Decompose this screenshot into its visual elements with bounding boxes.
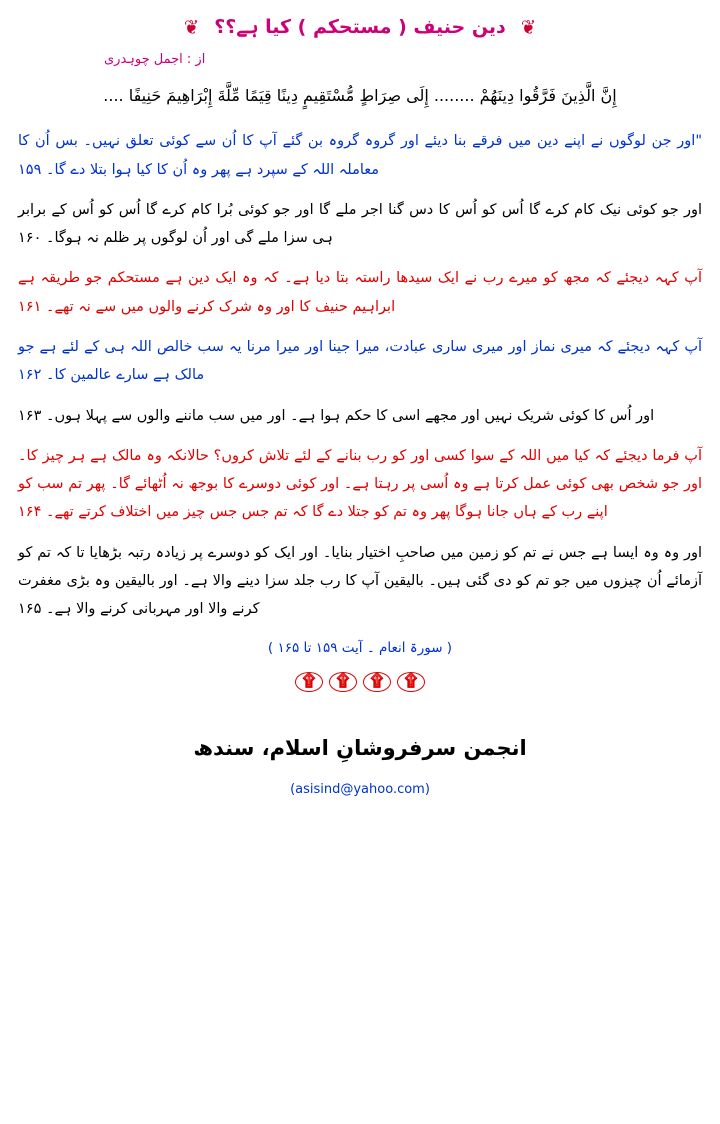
surah-reference: ( سورۃ انعام ۔ آیت ۱۵۹ تا ۱۶۵ ) (267, 640, 453, 657)
ornament-icon-2: ۩ (363, 672, 391, 692)
ornament-icon-1: ۩ (397, 672, 425, 692)
verse-text: آپ کہہ دیجئے کہ میری نماز اور میری ساری عبادت، میرا جینا اور میرا مرنا یہ سب خالص اللہ ہی کے لئے ہے جو مالک ہے سارے عالمین کا۔ ۱۶۲ (18, 338, 702, 384)
ornament-icon-3: ۩ (329, 672, 357, 692)
author-byline: از : اجمل چوہدری (104, 52, 206, 67)
ornament-icon-4: ۩ (295, 672, 323, 692)
contact-email: (asisind@yahoo.com) (290, 781, 430, 797)
arabic-quotation: إِنَّ الَّذِينَ فَرَّقُوا دِينَهُمْ ........ إِلَى صِرَاطٍ مُّسْتَقِيمٍ دِينًا قِيَمًا مِّلَّةَ إِبْرَاهِيمَ حَنِيفًا .... (103, 86, 617, 105)
verse-159 (14, 127, 706, 184)
divider-ornaments (14, 672, 706, 692)
page-title: دین حنیف ( مستحکم ) کیا ہے؟؟ (214, 16, 506, 38)
verse-text: آپ کہہ دیجئے کہ مجھ کو میرے رب نے ایک سیدھا راستہ بتا دیا ہے۔ کہ وہ ایک دین ہے مستحکم جو طریقہ ہے ابراہیم حنیف کا اور وہ شرک کرنے والوں میں سے نہ تھے۔ ۱۶۱ (18, 270, 702, 315)
verse-text: اور اُس کا کوئی شریک نہیں اور مجھے اسی کا حکم ہوا ہے۔ اور میں سب ماننے والوں سے پہلا ہوں۔ ۱۶۳ (18, 407, 655, 424)
verse-161 (14, 264, 706, 321)
verse-text: اور جو کوئی نیک کام کرے گا اُس کو اُس کا دس گنا اجر ملے گا اور جو کوئی بُرا کام کرے گا اُس کو اُس کے برابر ہی سزا ملے گی اور اُن لوگوں پر ظلم نہ ہوگا۔ ۱۶۰ (18, 201, 702, 247)
verse-162 (14, 333, 706, 390)
title-row (14, 16, 706, 38)
verse-165 (14, 539, 706, 624)
verse-text: "اور جن لوگوں نے اپنے دین میں فرقے بنا دیئے اور گروہ گروہ بن گئے آپ کا اُن سے کوئی تعلق نہیں۔ بس اُن کا معاملہ اللہ کے سپرد ہے پھر وہ اُن کا کیا ہوا بتلا دے گا۔ ۱۵۹ (18, 133, 702, 178)
verse-text: آپ فرما دیجئے کہ کیا میں اللہ کے سوا کسی اور کو رب بنانے کے لئے تلاش کروں؟ حالانکہ وہ مالک ہے ہر چیز کا۔ اور جو شخص بھی کوئی عمل کرتا ہے وہ اُسی پر رہتا ہے۔ اور کوئی دوسرے کا بوجھ نہ اُٹھائے گا۔ پھر تم سب کو اپنے رب کے ہاں جانا ہوگا پھر وہ تم کو جتلا دے گا کہ تم جس جس چیز میں اختلاف کرتے تھے۔ ۱۶۴ (18, 447, 702, 521)
verse-164 (14, 442, 706, 527)
ornament-icon-left: ❦ (184, 15, 200, 39)
verse-text: اور وہ وہ ایسا ہے جس نے تم کو زمین میں صاحبِ اختیار بنایا۔ اور ایک کو دوسرے پر زیادہ رتبہ بڑھایا تا کہ تم کو آزمائے اُن چیزوں میں جو تم کو دی گئی ہیں۔ بالیقین آپ کا رب جلد سزا دینے والا ہے۔ اور بالیقین وہ بڑی مغفرت کرنے والا اور مہربانی کرنے والا ہے۔ ۱۶۵ (18, 544, 702, 618)
verse-163 (14, 402, 706, 430)
organization-name: انجمن سرفروشانِ اسلام، سندھ (193, 735, 527, 760)
ornament-icon-right: ❦ (520, 15, 536, 39)
verse-160 (14, 196, 706, 253)
